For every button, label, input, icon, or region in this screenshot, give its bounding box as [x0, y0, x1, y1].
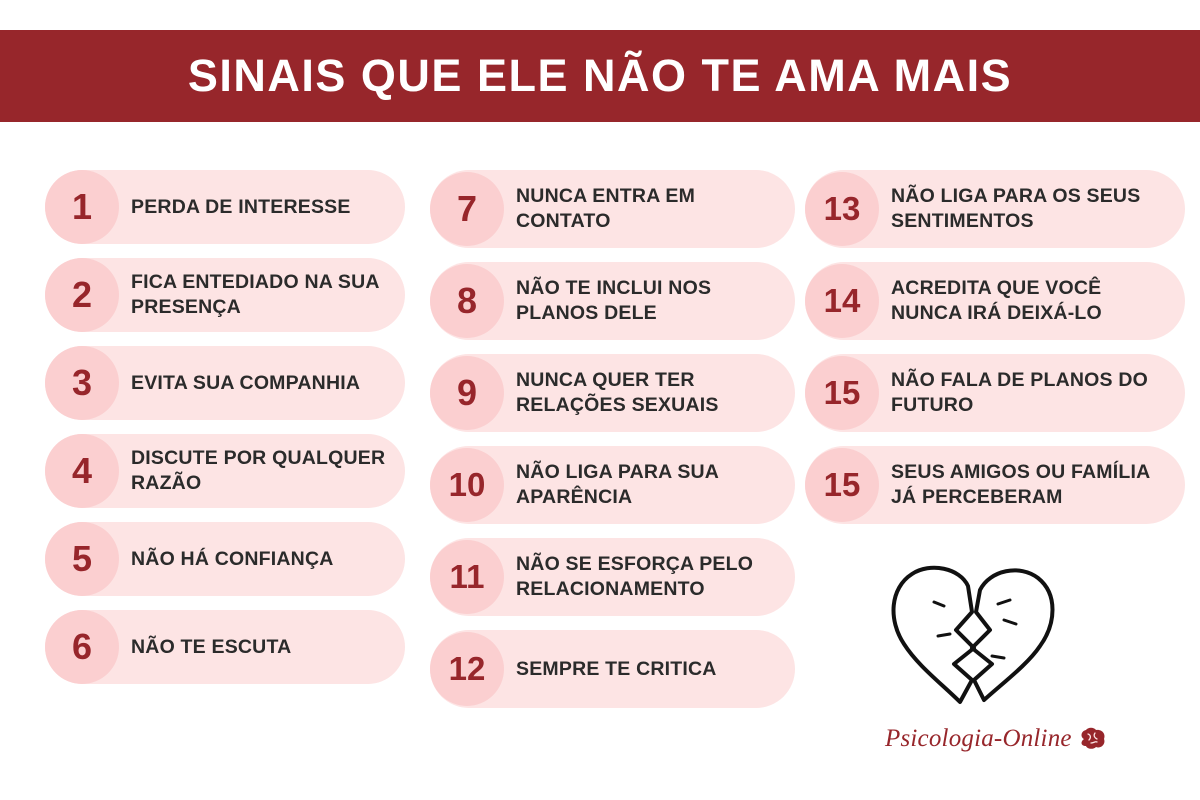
brand-logo[interactable] [885, 725, 1108, 753]
page-title: SINAIS QUE ELE NÃO TE AMA MAIS [187, 50, 1013, 101]
item-number-badge: 15 [805, 448, 879, 522]
item-number-badge: 4 [45, 434, 119, 508]
broken-heart-icon [880, 560, 1070, 710]
item-number-badge: 14 [805, 264, 879, 338]
list-item [430, 538, 795, 616]
list-item [45, 346, 405, 420]
item-label: EVITA SUA COMPANHIA [131, 371, 361, 394]
item-label: NUNCA QUER TER RELAÇÕES SEXUAIS [516, 369, 719, 416]
item-label: SEMPRE TE CRITICA [516, 657, 717, 680]
item-label: NÃO TE ESCUTA [131, 635, 292, 658]
list-item [45, 434, 405, 508]
list-item [805, 446, 1185, 524]
item-label: NÃO HÁ CONFIANÇA [131, 547, 334, 570]
list-item [430, 262, 795, 340]
item-number-badge: 6 [45, 610, 119, 684]
column-1 [45, 170, 405, 698]
list-item [45, 170, 405, 244]
item-label: ACREDITA QUE VOCÊ NUNCA IRÁ DEIXÁ-LO [891, 277, 1102, 324]
column-3 [805, 170, 1185, 538]
list-item [430, 354, 795, 432]
item-number-badge: 15 [805, 356, 879, 430]
list-item [45, 522, 405, 596]
item-number-badge: 12 [430, 632, 504, 706]
item-label: NÃO SE ESFORÇA PELO RELACIONAMENTO [516, 553, 754, 600]
item-label: SEUS AMIGOS OU FAMÍLIA JÁ PERCEBERAM [891, 461, 1150, 508]
item-label: NUNCA ENTRA EM CONTATO [516, 185, 696, 232]
item-label: NÃO FALA DE PLANOS DO FUTURO [891, 369, 1148, 416]
column-2 [430, 170, 795, 722]
item-label: PERDA DE INTERESSE [131, 195, 351, 218]
list-item [45, 258, 405, 332]
item-number-badge: 11 [430, 540, 504, 614]
item-label: NÃO LIGA PARA OS SEUS SENTIMENTOS [891, 185, 1141, 232]
item-number-badge: 9 [430, 356, 504, 430]
brain-icon [1078, 726, 1108, 752]
list-item [45, 610, 405, 684]
item-number-badge: 2 [45, 258, 119, 332]
item-number-badge: 8 [430, 264, 504, 338]
item-number-badge: 13 [805, 172, 879, 246]
list-item [430, 170, 795, 248]
list-item [430, 446, 795, 524]
header-bar [0, 30, 1200, 122]
item-number-badge: 7 [430, 172, 504, 246]
item-number-badge: 3 [45, 346, 119, 420]
item-number-badge: 1 [45, 170, 119, 244]
item-label: NÃO TE INCLUI NOS PLANOS DELE [516, 277, 712, 324]
item-number-badge: 5 [45, 522, 119, 596]
brand-text: Psicologia-Online [885, 725, 1072, 752]
list-item [805, 262, 1185, 340]
item-label: FICA ENTEDIADO NA SUA PRESENÇA [131, 271, 379, 318]
list-item [805, 170, 1185, 248]
item-label: NÃO LIGA PARA SUA APARÊNCIA [516, 461, 719, 508]
list-item [430, 630, 795, 708]
list-item [805, 354, 1185, 432]
item-number-badge: 10 [430, 448, 504, 522]
item-label: DISCUTE POR QUALQUER RAZÃO [131, 447, 386, 494]
